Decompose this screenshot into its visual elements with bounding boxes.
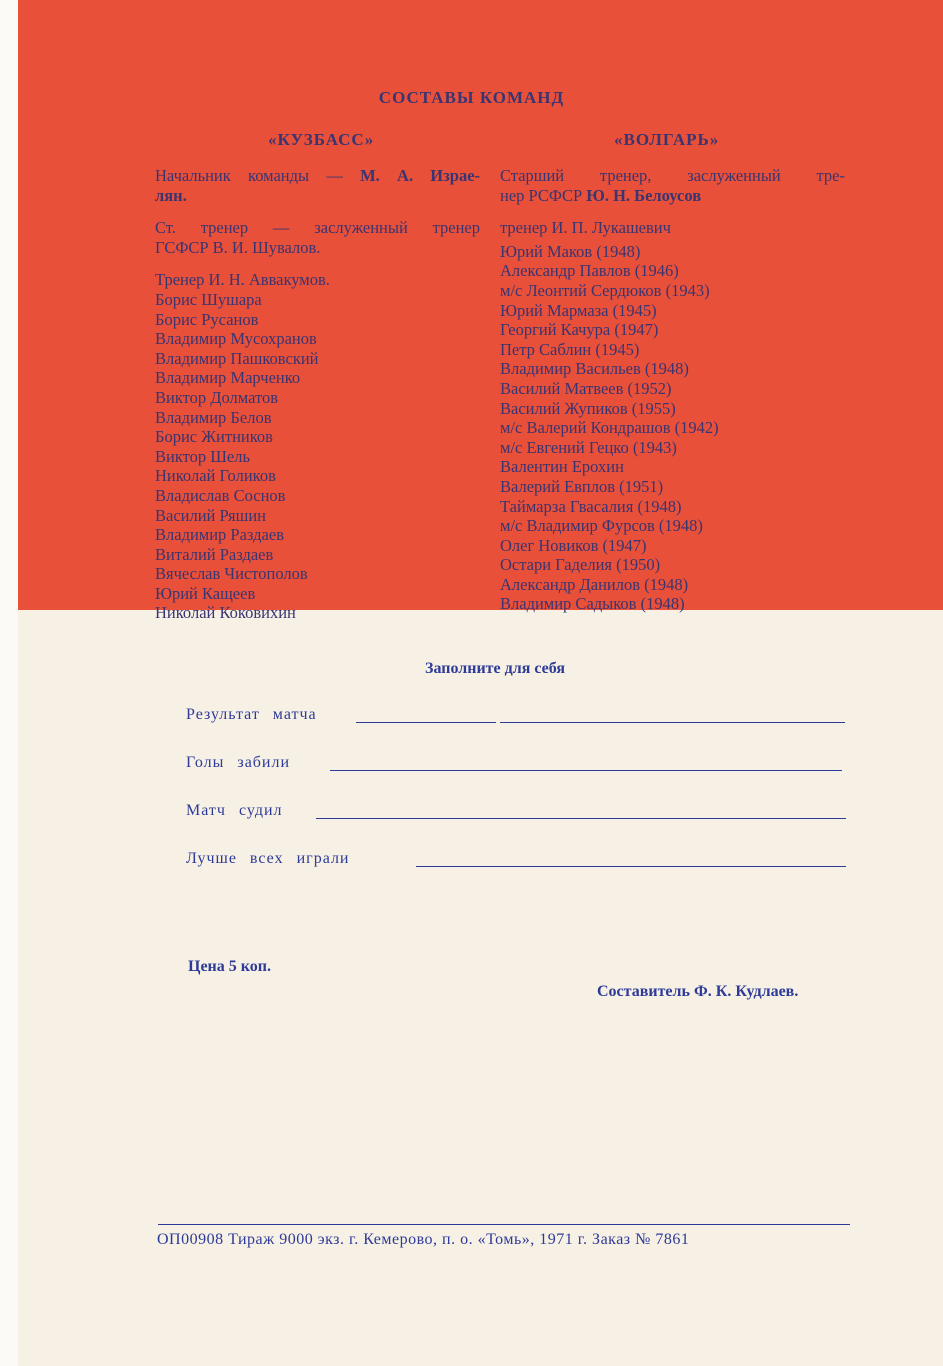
field-match-result-line-a[interactable] (356, 722, 496, 723)
player-entry: м/с Леонтий Сердюков (1943) (500, 280, 710, 300)
player-entry: Виктор Долматов (155, 387, 279, 407)
player-entry: Владимир Садыков (1948) (500, 594, 685, 614)
player-entry: Александр Павлов (1946) (500, 261, 679, 281)
player-entry: Тренер И. Н. Аввакумов. (155, 270, 330, 290)
chief-label: Начальник команды — (155, 166, 343, 185)
player-entry: Юрий Кащеев (155, 583, 256, 603)
player-entry: Василий Ряшин (155, 505, 267, 525)
team-left-name: «КУЗБАСС» (268, 130, 375, 149)
player-entry: Таймарза Гвасалия (1948) (500, 496, 682, 516)
player-entry: Александр Данилов (1948) (500, 574, 689, 594)
team-right-coach-line: Старший тренер, заслуженный тре- (500, 166, 845, 185)
player-entry: Олег Новиков (1947) (500, 535, 647, 555)
player-entry: Валерий Евплов (1951) (500, 476, 664, 496)
player-entry: Николай Голиков (155, 466, 276, 486)
player-entry: Владимир Васильев (1948) (500, 359, 689, 379)
player-entry: Виктор Шель (155, 446, 250, 466)
player-entry: Борис Житников (155, 427, 273, 447)
player-entry: Владимир Пашковский (155, 348, 319, 368)
player-entry: Остари Гаделия (1950) (500, 555, 661, 575)
player-entry: Борис Русанов (155, 309, 259, 329)
player-entry: Владислав Соснов (155, 485, 286, 505)
player-entry: Василий Жупиков (1955) (500, 398, 676, 418)
player-entry: Валентин Ерохин (500, 457, 624, 477)
field-match-result-line-b[interactable] (500, 722, 845, 723)
team-right-name: «ВОЛГАРЬ» (614, 130, 720, 149)
imprint-footer: ОП00908 Тираж 9000 экз. г. Кемерово, п. о. «Томь», 1971 г. Заказ № 7861 (157, 1231, 690, 1248)
chief-name: М. А. Израе- (360, 166, 481, 185)
team-left-coach-line-2: ГСФСР В. И. Шувалов. (155, 237, 321, 257)
player-entry: Владимир Марченко (155, 368, 301, 388)
field-goals-line[interactable] (330, 770, 842, 771)
team-right-player-list (500, 242, 845, 614)
player-entry: Юрий Мармаза (1945) (500, 300, 657, 320)
player-entry: Василий Матвеев (1952) (500, 378, 672, 398)
player-entry: Георгий Качура (1947) (500, 320, 659, 340)
player-entry: м/с Валерий Кондрашов (1942) (500, 418, 719, 438)
player-entry: Борис Шушара (155, 289, 262, 309)
field-referee-line[interactable] (316, 818, 846, 819)
field-best-players-label: Лучше всех играли (186, 850, 350, 867)
team-left-chief-line-2 (155, 186, 480, 206)
field-match-result-label: Результат матча (186, 706, 317, 723)
player-entry: Владимир Белов (155, 407, 272, 427)
team-right-coach-line-2 (500, 186, 845, 206)
price-label: Цена 5 коп. (188, 958, 271, 975)
team-right-trainer: тренер И. П. Лукашевич (500, 218, 671, 238)
field-best-players-line[interactable] (416, 866, 846, 867)
player-entry: Николай Коковихин (155, 603, 296, 623)
team-left-chief-line (155, 166, 480, 186)
player-entry: м/с Владимир Фурсов (1948) (500, 516, 703, 536)
team-left-coach-line: Ст. тренер — заслуженный тренер (155, 218, 480, 238)
field-goals-label: Голы забили (186, 754, 291, 771)
player-entry: Юрий Маков (1948) (500, 241, 641, 261)
player-entry: м/с Евгений Гецко (1943) (500, 437, 677, 457)
player-entry: Виталий Раздаев (155, 544, 274, 564)
chief-name-end: лян. (155, 185, 187, 205)
footer-rule (158, 1224, 850, 1225)
coach-title: нер РСФСР (500, 185, 583, 205)
fill-section-title: Заполните для себя (425, 660, 565, 677)
field-referee-label: Матч судил (186, 802, 283, 819)
team-left-player-list (155, 270, 480, 623)
lineups-heading: СОСТАВЫ КОМАНД (378, 88, 565, 107)
team-right-column (500, 166, 845, 614)
player-entry: Петр Саблин (1945) (500, 339, 640, 359)
compiler-credit: Составитель Ф. К. Кудлаев. (597, 983, 799, 1000)
team-left-column (155, 166, 480, 623)
player-entry: Вячеслав Чистополов (155, 564, 308, 584)
player-entry: Владимир Раздаев (155, 525, 284, 545)
player-entry: Владимир Мусохранов (155, 329, 317, 349)
coach-name: Ю. Н. Белоусов (586, 185, 702, 205)
